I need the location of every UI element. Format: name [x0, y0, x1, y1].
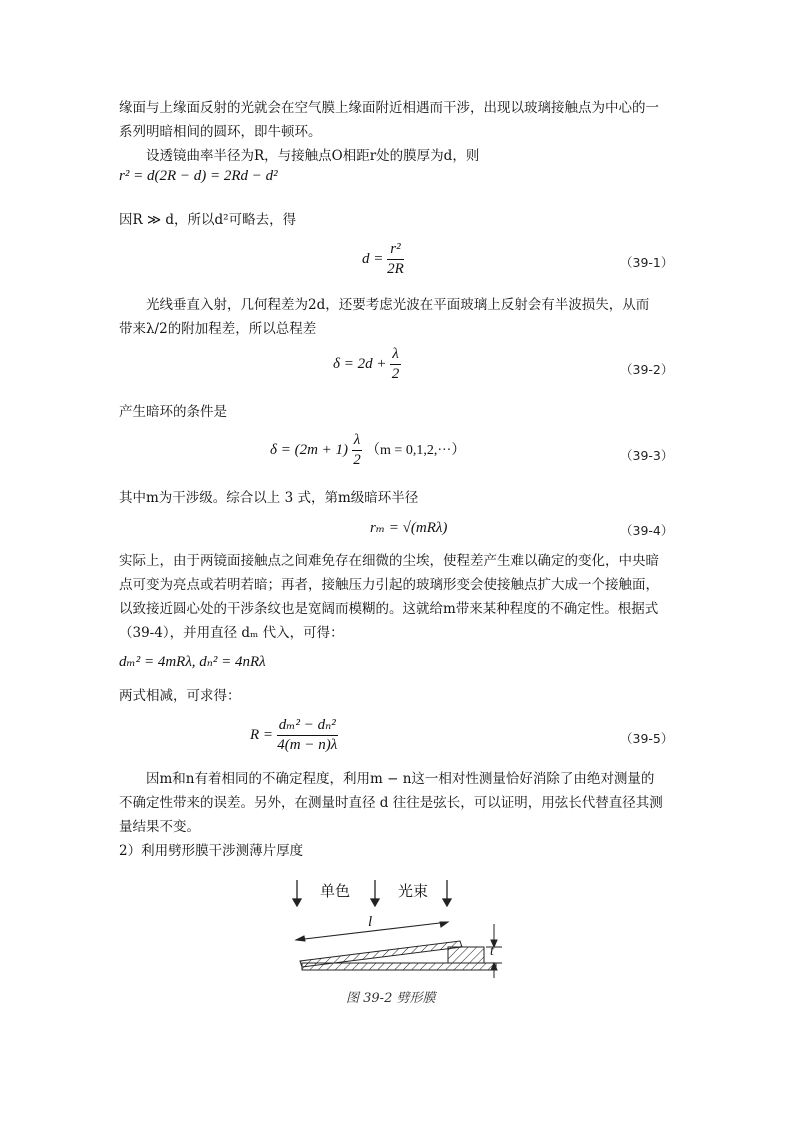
- equation-label-39-1: （39-1）: [620, 255, 674, 270]
- equation-39-1: [362, 240, 404, 279]
- section-heading: 2）利用劈形膜干涉测薄片厚度: [119, 843, 304, 859]
- paragraph-9-line-2: 不确定性带来的误差。另外，在测量时直径 d 往往是弦长，可以证明，用弦长代替直径其测: [119, 795, 663, 811]
- eq1-fraction: [387, 240, 404, 279]
- paragraph-9-line-1: 因m和n有着相同的不确定程度，利用m − n这一相对性测量恰好消除了由绝对测量的: [146, 771, 655, 787]
- eq1-lhs: d =: [362, 250, 384, 267]
- paragraph-5: 产生暗环的条件是: [119, 404, 227, 420]
- thickness-label: t: [490, 944, 494, 959]
- eq2-denominator: 2: [391, 366, 400, 382]
- paragraph-2: 设透镜曲率半径为R，与接触点O相距r处的膜厚为d，则: [146, 148, 480, 164]
- eq1-numerator: r²: [387, 240, 404, 260]
- eq3-fraction: [352, 431, 363, 470]
- paragraph-7-line-4: （39-4），并用直径 dₘ 代入，可得：: [119, 625, 344, 641]
- beam-label-light: 光束: [398, 882, 429, 900]
- equation-label-39-5: （39-5）: [620, 731, 674, 746]
- paragraph-6: 其中m为干涉级。综合以上 3 式，第m级暗环半径: [119, 490, 419, 506]
- length-label: l: [368, 914, 373, 930]
- figure-caption: 图 39-2 劈形膜: [346, 991, 436, 1006]
- equation-label-39-2: （39-2）: [620, 362, 674, 377]
- eq5-lhs: R =: [250, 726, 274, 743]
- paragraph-1-line-1: 缘面与上缘面反射的光就会在空气膜上缘面附近相遇而干涉，出现以玻璃接触点为中心的一: [119, 100, 659, 116]
- paragraph-4-line-1: 光线垂直入射，几何程差为2d，还要考虑光波在平面玻璃上反射会有半波损失，从而: [146, 297, 650, 313]
- paragraph-8: 两式相减，可求得：: [119, 688, 241, 704]
- equation-39-2: [333, 345, 401, 384]
- eq1-denominator: 2R: [387, 261, 404, 277]
- paragraph-7-line-3: 以致接近圆心处的干涉条纹也是宽阔而模糊的。这就给m带来某种程度的不确定性。根据式: [119, 601, 659, 617]
- equation-39-4: rₘ = √(mRλ): [370, 520, 448, 536]
- eq2-numerator: λ: [390, 345, 401, 365]
- paragraph-9-line-3: 量结果不变。: [119, 819, 200, 835]
- eq2-lhs: δ = 2d +: [333, 355, 387, 372]
- eq5-fraction: [277, 716, 338, 755]
- eq5-numerator: dₘ² − dₙ²: [277, 716, 338, 736]
- equation-label-39-4: （39-4）: [620, 523, 674, 538]
- thin-sheet: [448, 947, 484, 963]
- eq3-denominator: 2: [353, 452, 361, 468]
- eq3-lhs: δ = (2m + 1): [270, 441, 349, 458]
- paragraph-3: 因R ≫ d，所以d²可略去，得: [119, 212, 297, 228]
- paragraph-7-line-2: 点可变为亮点或若明若暗；再者，接触压力引起的玻璃形变会使接触点扩大成一个接触面，: [119, 577, 659, 593]
- eq3-condition: （m = 0,1,2,···）: [366, 442, 466, 458]
- paragraph-1-line-2: 系列明暗相间的圆环，即牛顿环。: [119, 124, 322, 140]
- beam-label-monochrome: 单色: [320, 882, 351, 900]
- paragraph-4-line-2: 带来λ/2的附加程差，所以总程差: [119, 321, 317, 337]
- equation-39-3: [270, 431, 465, 470]
- eq5-denominator: 4(m − n)λ: [277, 737, 338, 753]
- paragraph-7-line-1: 实际上，由于两镜面接触点之间难免存在细微的尘埃，使程差产生难以确定的变化，中央暗: [119, 553, 659, 569]
- eq2-fraction: [390, 345, 401, 384]
- equation-diameters: dₘ² = 4mRλ, dₙ² = 4nRλ: [119, 654, 266, 670]
- bottom-glass-plate: [302, 963, 496, 970]
- equation-label-39-3: （39-3）: [620, 448, 674, 463]
- eq3-numerator: λ: [352, 431, 363, 451]
- equation-39-5: [250, 716, 338, 755]
- equation-r-squared: r² = d(2R − d) = 2Rd − d²: [119, 168, 278, 184]
